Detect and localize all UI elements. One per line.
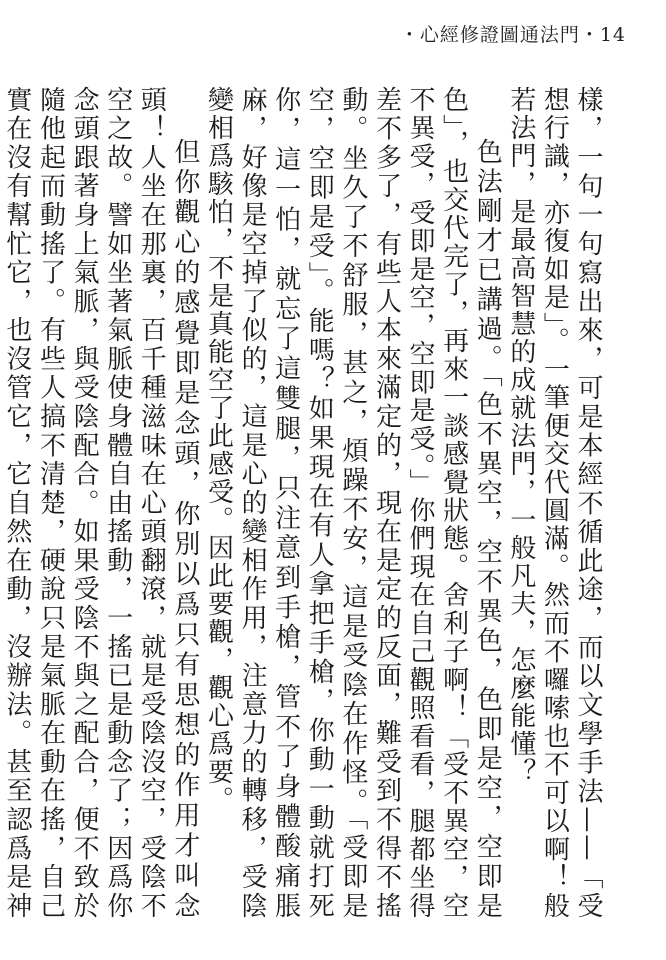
vertical-body-text [1, 86, 604, 920]
paragraph-3: 但你觀心的感覺即是念頭，你別以爲只有思想的作用才叫念頭！人坐在那裏，百千種滋味在心頭翻滾，就是受陰沒空，受陰不空之故。譬如坐著氣脈使身體自由搖動，一搖已是動念了；因爲你念頭跟著身上氣脈，與受陰配合。如果受陰不與之配合，便不致於隨他起而動搖了。有些人搞不清楚，硬說只是氣脈在動在搖，自己實在沒有幫忙它，也沒管它，它自然在動，沒辦法。甚至認爲是神 [1, 86, 200, 920]
paragraph-2: 色法剛才已講過。「色不異空，空不異色，色即是空，空即是色」，也交代完了，再來一談感覺狀態。舍利子啊！「受不異空，空不異受，受即是空，空即是受。」你們現在自己觀照看看，腿都坐得差不多了，有些人本來滿定的，現在是定的反面，難受到不得不搖動。坐久了不舒服，甚之，煩躁不安，這是受陰在作怪。「受即是空，空即是受」。能嗎？如果現在有人拿把手槍，你動一動就打死你，這一怕，就忘了這雙腿，只注意到手槍，管不了身體酸痛脹麻，好像是空掉了似的，這是心的變相作用，注意力的轉移，受陰變相爲駭怕，不是真能空了此感受。因此要觀，觀心爲要。 [203, 86, 503, 920]
running-header: ・心經修證圖通法門・14 [399, 24, 626, 46]
paragraph-1: 樣，一句一句寫出來，可是本經不循此途，而以文學手法——「受想行識，亦復如是」。一筆便交代圓滿。然而不囉嗦也不可以啊！般若法門，是最高智慧的成就法門，一般凡夫，怎麼能懂？ [505, 86, 603, 920]
